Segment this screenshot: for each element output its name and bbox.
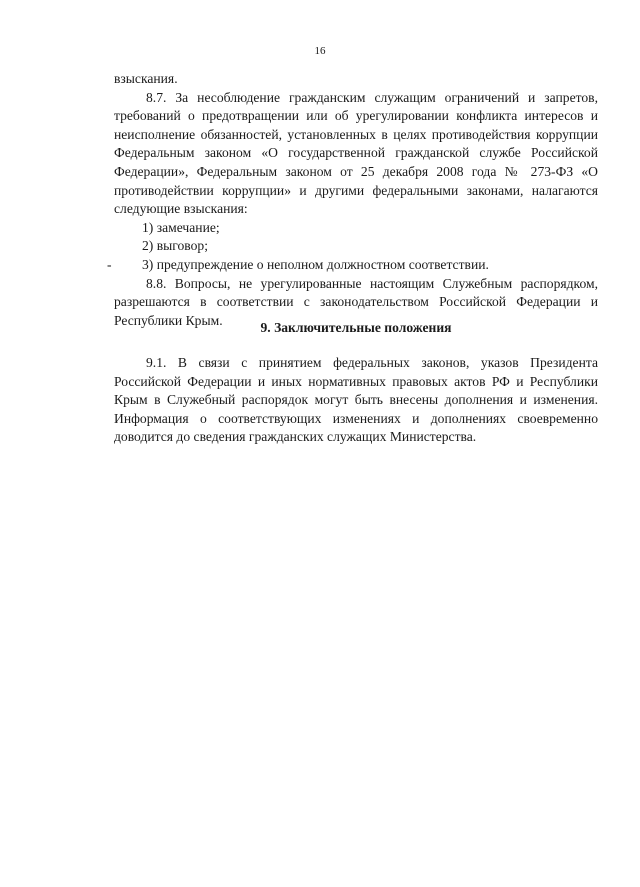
paragraph-9-1: 9.1. В связи с принятием федеральных законов, указов Президента Российской Федерации и иных нормативных правовых актов РФ и Республики Крым в Служебный распорядок могут быть внесены дополнения и изменения. Информация о соответствующих изменениях и дополнениях своевременно доводится до сведения гражданских служащих Министерства. [114, 355, 598, 445]
section-8-body [107, 70, 598, 330]
list-item-2: 2) выговор; [142, 238, 209, 254]
page-number: 16 [314, 45, 326, 57]
paragraph-8-7: 8.7. За несоблюдение гражданским служащим ограничений и запретов, требований о предотвращении или об урегулировании конфликта интересов и неисполнение обязанностей, установленных в целях противодействия коррупции Федеральным законом «О государственной гражданской службе Российской Федерации», Федеральным законом от 25 декабря 2008 года № 273-ФЗ «О противодействии коррупции» и другими федеральными законами, налагаются следующие взыскания: [114, 89, 598, 217]
list-dash: - [107, 256, 112, 272]
list-item-3-text: 3) предупреждение о неполном должностном соответствии. [142, 256, 489, 272]
section-9-heading: 9. Заключительные положения [260, 320, 452, 335]
section-9-body [114, 354, 598, 447]
list-item-1: 1) замечание; [142, 219, 220, 235]
list-item-3 [107, 256, 598, 275]
paragraph-8-8: 8.8. Вопросы, не урегулированные настоящим Служебным распорядком, разрешаются в соответствии с законодательством Российской Федерации и Республики Крым. [114, 275, 598, 328]
paragraph-continuation: взыскания. [114, 71, 178, 86]
